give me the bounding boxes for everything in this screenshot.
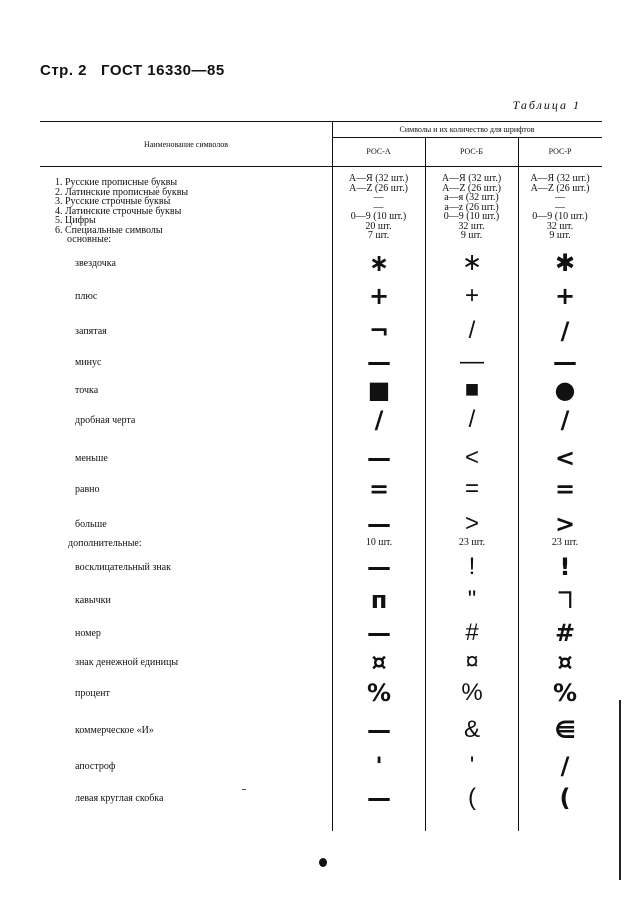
symbol-glyph-ros-a: ' — [375, 752, 383, 780]
category-row: 1. Русские прописные буквы — [55, 177, 178, 188]
symbol-name: равно — [75, 484, 100, 495]
symbol-glyph-ros-r: ● — [554, 376, 576, 404]
symbol-glyph-ros-b: < — [464, 444, 480, 471]
count-cell: А—Z (26 шт.) — [530, 182, 590, 194]
count-cell: А—Я (32 шт.) — [348, 173, 409, 184]
symbol-glyph-ros-a: ¤ — [371, 648, 387, 676]
symbol-glyph-ros-r: < — [554, 444, 576, 472]
symbol-glyph-ros-a: — — [367, 784, 391, 812]
table-title: Таблица 1 — [512, 98, 581, 112]
symbol-glyph-ros-a: — — [367, 553, 391, 581]
symbol-glyph-ros-a: — — [367, 510, 391, 538]
symbol-glyph-ros-a: + — [368, 282, 390, 310]
additional-count-ros-r: 23 шт. — [551, 537, 579, 548]
category-row: 3. Русские строчные буквы — [55, 196, 171, 207]
symbol-glyph-ros-b: > — [464, 510, 480, 537]
count-cell: А—Я (32 шт.) — [441, 173, 502, 184]
count-cell: 9 шт. — [549, 230, 571, 241]
count-cell: 32 шт. — [458, 220, 485, 232]
count-cell: 0—9 (10 шт.) — [532, 211, 588, 222]
symbol-name: восклицательный знак — [75, 562, 171, 573]
count-cell: 0—9 (10 шт.) — [443, 211, 500, 222]
symbol-glyph-ros-b: & — [463, 716, 481, 743]
symbol-name: знак денежной единицы — [75, 657, 179, 668]
count-cell: 32 шт. — [546, 220, 574, 232]
font-header-ros-b: РОС-Б — [459, 147, 483, 156]
symbol-glyph-ros-r: ✱ — [554, 249, 576, 277]
ros-a-counts — [332, 174, 425, 241]
symbol-glyph-ros-a: % — [366, 679, 392, 707]
symbol-glyph-ros-r: = — [554, 475, 576, 503]
additional-count-ros-a: 10 шт. — [365, 537, 393, 548]
count-cell: 0—9 (10 шт.) — [350, 211, 407, 222]
symbol-glyph-ros-b: ■ — [464, 376, 480, 403]
symbol-glyph-ros-a: ∗ — [368, 249, 390, 277]
ros-b-counts — [425, 174, 518, 241]
symbol-glyph-ros-b: ( — [468, 784, 476, 811]
category-row: 6. Специальные символы — [55, 224, 163, 236]
symbol-name: звездочка — [75, 258, 116, 269]
font-header-ros-a: РОС-А — [366, 147, 391, 156]
symbol-glyph-ros-a: — — [367, 348, 391, 376]
count-cell: — — [373, 201, 384, 213]
table-top-rule — [40, 121, 602, 122]
symbol-glyph-ros-b: " — [467, 586, 477, 613]
count-cell: — — [555, 192, 565, 203]
symbol-glyph-ros-b: — — [460, 348, 484, 375]
column-divider-3 — [518, 137, 519, 831]
symbol-glyph-ros-a: / — [374, 406, 384, 434]
symbol-glyph-ros-b: / — [468, 406, 476, 433]
page-header — [40, 62, 225, 79]
column-group-header: Символы и их количество для шрифтов — [399, 125, 535, 134]
symbol-glyph-ros-r: ˥˥ — [556, 586, 574, 614]
symbol-name: точка — [75, 385, 99, 396]
symbol-name: процент — [75, 688, 110, 699]
category-row: основные: — [67, 234, 112, 245]
symbol-name: коммерческое «И» — [75, 725, 154, 736]
symbol-name: номер — [75, 628, 101, 639]
page-number: Стр. 2 — [40, 62, 88, 79]
count-cell: А—Z (26 шт.) — [442, 182, 501, 194]
count-cell: — — [555, 201, 565, 213]
symbol-glyph-ros-r: # — [554, 619, 576, 647]
symbol-name: дробная черта — [75, 415, 136, 426]
category-row: 5. Цифры — [55, 215, 96, 226]
symbol-glyph-ros-b: + — [464, 282, 480, 309]
standard-number: ГОСТ 16330—85 — [101, 62, 225, 79]
count-cell: 20 шт. — [365, 220, 392, 232]
category-list — [55, 178, 188, 245]
symbol-name: запятая — [75, 326, 107, 337]
group-header-rule — [332, 137, 602, 138]
symbol-glyph-ros-b: / — [468, 317, 476, 344]
count-cell: — — [373, 192, 384, 203]
ros-r-counts — [518, 174, 602, 241]
symbol-glyph-ros-r: ⋹ — [554, 716, 576, 744]
symbol-glyph-ros-r: / — [560, 406, 570, 434]
symbol-glyph-ros-r: ! — [559, 553, 571, 581]
count-cell: А—Z (26 шт.) — [349, 182, 408, 194]
font-header-ros-r: РОС-Р — [548, 147, 572, 156]
symbol-name: меньше — [75, 453, 108, 464]
count-cell: 7 шт. — [367, 230, 390, 241]
symbol-glyph-ros-r: + — [554, 282, 576, 310]
symbol-glyph-ros-r: / — [560, 752, 570, 780]
count-cell: a—z (26 шт.) — [444, 201, 499, 213]
symbol-name: минус — [75, 357, 102, 368]
symbol-glyph-ros-r: — — [553, 348, 577, 376]
additional-count-ros-b: 23 шт. — [458, 537, 486, 548]
symbol-name: апостроф — [75, 761, 116, 772]
symbol-glyph-ros-b: = — [464, 475, 480, 502]
symbol-glyph-ros-a: — — [367, 444, 391, 472]
count-cell: а—я (32 шт.) — [444, 192, 499, 203]
symbol-name: левая круглая скобка — [75, 793, 164, 804]
page-edge-mark — [619, 700, 621, 880]
count-cell: А—Я (32 шт.) — [530, 173, 590, 184]
symbol-name: кавычки — [75, 595, 111, 606]
symbol-glyph-ros-b: ∗ — [461, 249, 483, 276]
symbol-glyph-ros-b: # — [465, 619, 479, 646]
symbol-glyph-ros-a: = — [368, 475, 390, 503]
symbol-glyph-ros-r: % — [552, 679, 578, 707]
count-cell: 9 шт. — [460, 230, 483, 241]
symbol-name: плюс — [75, 291, 98, 302]
column-divider-2 — [425, 137, 426, 831]
symbol-glyph-ros-a: ■ — [367, 376, 391, 404]
additional-label: дополнительные: — [68, 538, 142, 549]
stray-mark — [242, 789, 246, 790]
column-header-name: Наименование символов — [143, 140, 229, 149]
category-row: 4. Латинские строчные буквы — [55, 205, 182, 217]
symbol-glyph-ros-a: ¬ — [368, 317, 390, 345]
symbol-glyph-ros-b: ¤ — [465, 648, 479, 675]
symbol-name: больше — [75, 519, 107, 530]
symbol-glyph-ros-b: ' — [469, 752, 475, 779]
symbol-glyph-ros-a: ᴨ — [370, 586, 388, 614]
page-dot — [319, 858, 327, 867]
symbol-glyph-ros-r: ( — [559, 784, 571, 812]
category-row: 2. Латинские прописные буквы — [55, 186, 189, 198]
symbol-glyph-ros-b: % — [461, 679, 483, 706]
symbol-glyph-ros-b: ! — [468, 553, 476, 580]
symbol-glyph-ros-a: — — [367, 619, 391, 647]
symbol-glyph-ros-r: ¤ — [557, 648, 573, 676]
symbol-glyph-ros-r: > — [554, 510, 576, 538]
symbol-glyph-ros-a: — — [367, 716, 391, 744]
symbol-glyph-ros-r: / — [560, 317, 570, 345]
